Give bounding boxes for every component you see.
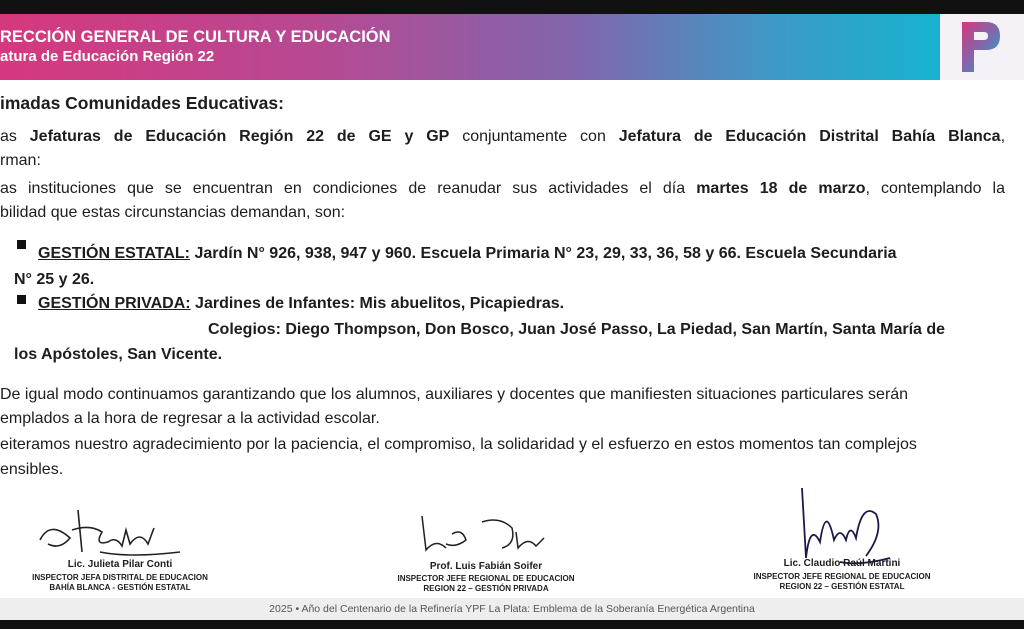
paragraph-3-line-1: De igual modo continuamos garantizando que los alumnos, auxiliares y docentes que manifiesten situaciones particulares serán xyxy=(0,386,909,403)
signature-block-soifer xyxy=(376,480,596,596)
bullet-privada xyxy=(17,295,26,304)
p1-bold-d: Jefatura de Educación Distrital Bahía Blanca xyxy=(618,128,1001,145)
estatal-label: GESTIÓN ESTATAL: xyxy=(38,245,190,262)
estatal-text: Jardín N° 926, 938, 947 y 960. Escuela Primaria N° 23, 29, 33, 36, 58 y 66. Escuela Secundaria xyxy=(190,245,897,262)
signature-block-conti xyxy=(10,480,230,596)
greeting: imadas Comunidades Educativas: xyxy=(0,93,284,113)
signer-name: Prof. Luis Fabián Soifer xyxy=(429,561,543,572)
p1-bold-b: Jefaturas de Educación Región 22 de GE y GP xyxy=(29,128,450,145)
provincia-logo-icon xyxy=(958,18,1004,76)
bullet-estatal xyxy=(17,240,26,249)
signer-role: INSPECTOR JEFE REGIONAL DE EDUCACION xyxy=(397,574,575,583)
handwritten-signature-icon xyxy=(416,508,556,560)
bottom-black-bar xyxy=(0,620,1024,629)
privada-line-1 xyxy=(38,295,564,313)
signer-role: INSPECTOR JEFA DISTRITAL DE EDUCACION xyxy=(32,573,208,582)
signatures-area xyxy=(0,480,1024,596)
signer-place: BAHÍA BLANCA - GESTIÓN ESTATAL xyxy=(49,583,191,592)
privada-label: GESTIÓN PRIVADA: xyxy=(38,295,191,312)
paragraph-2-line-2: bilidad que estas circunstancias demandan, son: xyxy=(0,204,346,221)
top-black-bar xyxy=(0,0,1024,14)
handwritten-signature-icon xyxy=(30,500,190,560)
paragraph-4-line-2: ensibles. xyxy=(0,461,64,478)
logo-area xyxy=(940,14,1024,80)
p1-text-a: as xyxy=(0,128,30,145)
estatal-line-1 xyxy=(38,245,897,263)
footer-note: 2025 • Año del Centenario de la Refinería YPF La Plata: Emblema de la Soberanía Energética Argentina xyxy=(0,598,1024,620)
paragraph-3-line-2: emplados a la hora de regresar a la actividad escolar. xyxy=(0,410,380,427)
p1-text-c: conjuntamente con xyxy=(449,128,619,145)
signer-name: Lic. Julieta Pilar Conti xyxy=(67,559,173,570)
signer-place: REGION 22 – GESTIÓN ESTATAL xyxy=(779,582,905,591)
privada-colegios: Colegios: Diego Thompson, Don Bosco, Juan José Passo, La Piedad, San Martín, Santa María de xyxy=(208,321,946,338)
signer-place: REGION 22 – GESTIÓN PRIVADA xyxy=(423,584,549,593)
letterhead-title: RECCIÓN GENERAL DE CULTURA Y EDUCACIÓN xyxy=(0,28,391,46)
letterhead-banner xyxy=(0,14,940,80)
p2-text-c: , contemplando la xyxy=(865,180,1006,197)
p1-text-e: , xyxy=(1000,128,1006,145)
paragraph-1-line-1 xyxy=(0,128,1005,146)
handwritten-signature-icon xyxy=(780,482,900,570)
privada-text: Jardines de Infantes: Mis abuelitos, Picapiedras. xyxy=(190,295,565,312)
signer-name: Lic. Claudio Raúl Martini xyxy=(783,558,901,569)
paragraph-2-line-1 xyxy=(0,180,1005,198)
p2-bold-date: martes 18 de marzo xyxy=(696,180,866,197)
paragraph-4-line-1: eiteramos nuestro agradecimiento por la paciencia, el compromiso, la solidaridad y el esfuerzo en estos momentos tan complejos xyxy=(0,436,917,453)
paragraph-1-line-2: rman: xyxy=(0,152,41,169)
p2-text-a: as instituciones que se encuentran en condiciones de reanudar sus actividades el día xyxy=(0,180,697,197)
signature-block-martini xyxy=(732,480,952,596)
privada-line-3: los Apóstoles, San Vicente. xyxy=(14,346,223,363)
signer-role: INSPECTOR JEFE REGIONAL DE EDUCACION xyxy=(753,572,931,581)
estatal-line-2: N° 25 y 26. xyxy=(14,271,95,288)
letterhead-subtitle: atura de Educación Región 22 xyxy=(0,48,215,65)
